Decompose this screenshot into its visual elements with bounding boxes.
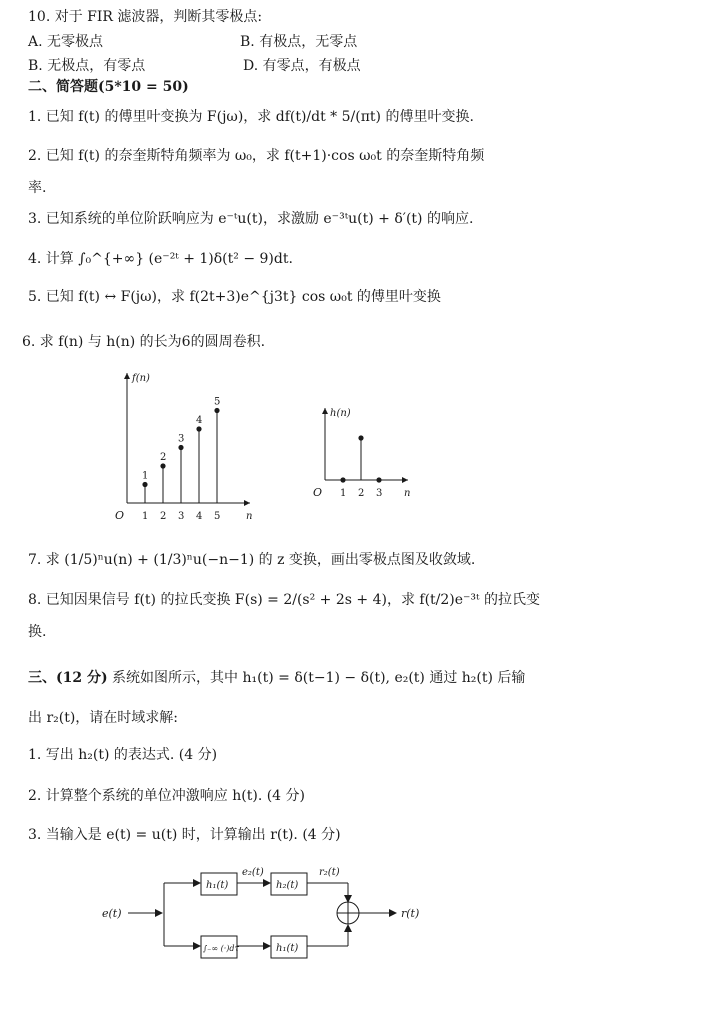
- s2-question-3: 3. 已知系统的单位阶跃响应为 e⁻ᵗu(t)，求激励 e⁻³ᵗu(t) + δ′(t) 的响应.: [28, 211, 474, 227]
- block-h2: h₂(t): [276, 880, 299, 891]
- x-axis-label: n: [404, 488, 411, 499]
- s2-question-1: 1. 已知 f(t) 的傅里叶变换为 F(jω)，求 df(t)/dt * 5/(πt) 的傅里叶变换.: [28, 109, 474, 125]
- section3-intro: [28, 669, 525, 687]
- data-label: 3: [178, 433, 185, 445]
- stem-point: [196, 426, 201, 431]
- x-tick-label: 3: [178, 511, 185, 522]
- block-h1-bottom: h₁(t): [276, 943, 299, 954]
- x-tick-label: 2: [160, 511, 167, 522]
- section3-intro-line2: 出 r₂(t)，请在时域求解:: [28, 710, 179, 726]
- stem-point: [142, 482, 147, 487]
- block-integral: ∫₋∞ (·)dτ: [203, 944, 239, 953]
- s2-question-7: 7. 求 (1/5)ⁿu(n) + (1/3)ⁿu(−n−1) 的 z 变换，画出零极点图及收敛域.: [28, 552, 476, 568]
- x-tick-label: 2: [358, 488, 365, 499]
- y-axis-arrow: [124, 373, 130, 379]
- x-axis-arrow: [244, 500, 250, 506]
- x-tick-label: 4: [196, 511, 203, 522]
- s3-question-1: 1. 写出 h₂(t) 的表达式. (4 分): [28, 747, 218, 763]
- s3-question-2: 2. 计算整个系统的单位冲激响应 h(t). (4 分): [28, 788, 306, 804]
- block-diagram: [100, 860, 440, 970]
- origin-label: O: [115, 509, 125, 522]
- data-label: 2: [160, 452, 167, 463]
- x-axis-arrow: [402, 477, 408, 483]
- x-axis-label: n: [246, 511, 253, 522]
- s2-question-2: 2. 已知 f(t) 的奈奎斯特角频率为 ω₀，求 f(t+1)·cos ω₀t 的奈奎斯特角频: [28, 148, 485, 164]
- section3-title: 三、(12 分): [28, 670, 108, 686]
- s2-question-4: 4. 计算 ∫₀^{+∞} (e⁻²ᵗ + 1)δ(t² − 9)dt.: [28, 251, 293, 267]
- stem-point: [376, 477, 381, 482]
- y-axis-label: f(n): [132, 373, 150, 384]
- output-label: r(t): [401, 907, 420, 920]
- q10-option-a: A. 无零极点: [28, 34, 104, 50]
- s2-question-8: 8. 已知因果信号 f(t) 的拉氏变换 F(s) = 2/(s² + 2s + 4)，求 f(t/2)e⁻³ᵗ 的拉氏变: [28, 592, 540, 608]
- origin-label: O: [313, 486, 323, 499]
- x-tick-label: 5: [214, 511, 221, 522]
- signal-e2: e₂(t): [242, 867, 264, 878]
- q10-stem: 10. 对于 FIR 滤波器，判断其零极点:: [28, 9, 263, 25]
- x-tick-label: 3: [376, 488, 383, 499]
- x-tick-label: 1: [142, 511, 149, 522]
- q10-option-b-top: B. 有极点，无零点: [240, 34, 358, 50]
- s3-question-3: 3. 当输入是 e(t) = u(t) 时，计算输出 r(t). (4 分): [28, 827, 341, 843]
- stem-point: [160, 463, 165, 468]
- stem-point: [214, 408, 219, 413]
- section3-intro-line1: 系统如图所示，其中 h₁(t) = δ(t−1) − δ(t), e₂(t) 通过 h₂(t) 后输: [107, 670, 526, 686]
- data-label: 5: [214, 396, 221, 408]
- stem-plot-f: [105, 368, 265, 528]
- section2-title: 二、简答题(5*10 = 50): [28, 79, 189, 95]
- q10-option-b: B. 无极点，有零点: [28, 58, 146, 74]
- stem-point: [358, 435, 363, 440]
- s2-question-5: 5. 已知 f(t) ↔ F(jω)，求 f(2t+3)e^{j3t} cos ω₀t 的傅里叶变换: [28, 289, 441, 305]
- input-label: e(t): [102, 907, 122, 920]
- stem-point: [340, 477, 345, 482]
- s2-question-2-cont: 率.: [28, 180, 47, 196]
- signal-r2: r₂(t): [319, 867, 340, 878]
- q10-option-d: D. 有零点，有极点: [243, 58, 361, 74]
- s2-question-8-cont: 换.: [28, 624, 47, 640]
- stem-point: [178, 445, 183, 450]
- block-h1-top: h₁(t): [206, 880, 229, 891]
- stem-plot-h: [300, 398, 415, 500]
- x-tick-label: 1: [340, 488, 347, 499]
- y-axis-arrow: [322, 408, 328, 414]
- data-label: 4: [196, 415, 203, 426]
- y-axis-label: h(n): [330, 408, 351, 419]
- s2-question-6: 6. 求 f(n) 与 h(n) 的长为6的圆周卷积.: [22, 334, 266, 350]
- data-label: 1: [142, 470, 149, 482]
